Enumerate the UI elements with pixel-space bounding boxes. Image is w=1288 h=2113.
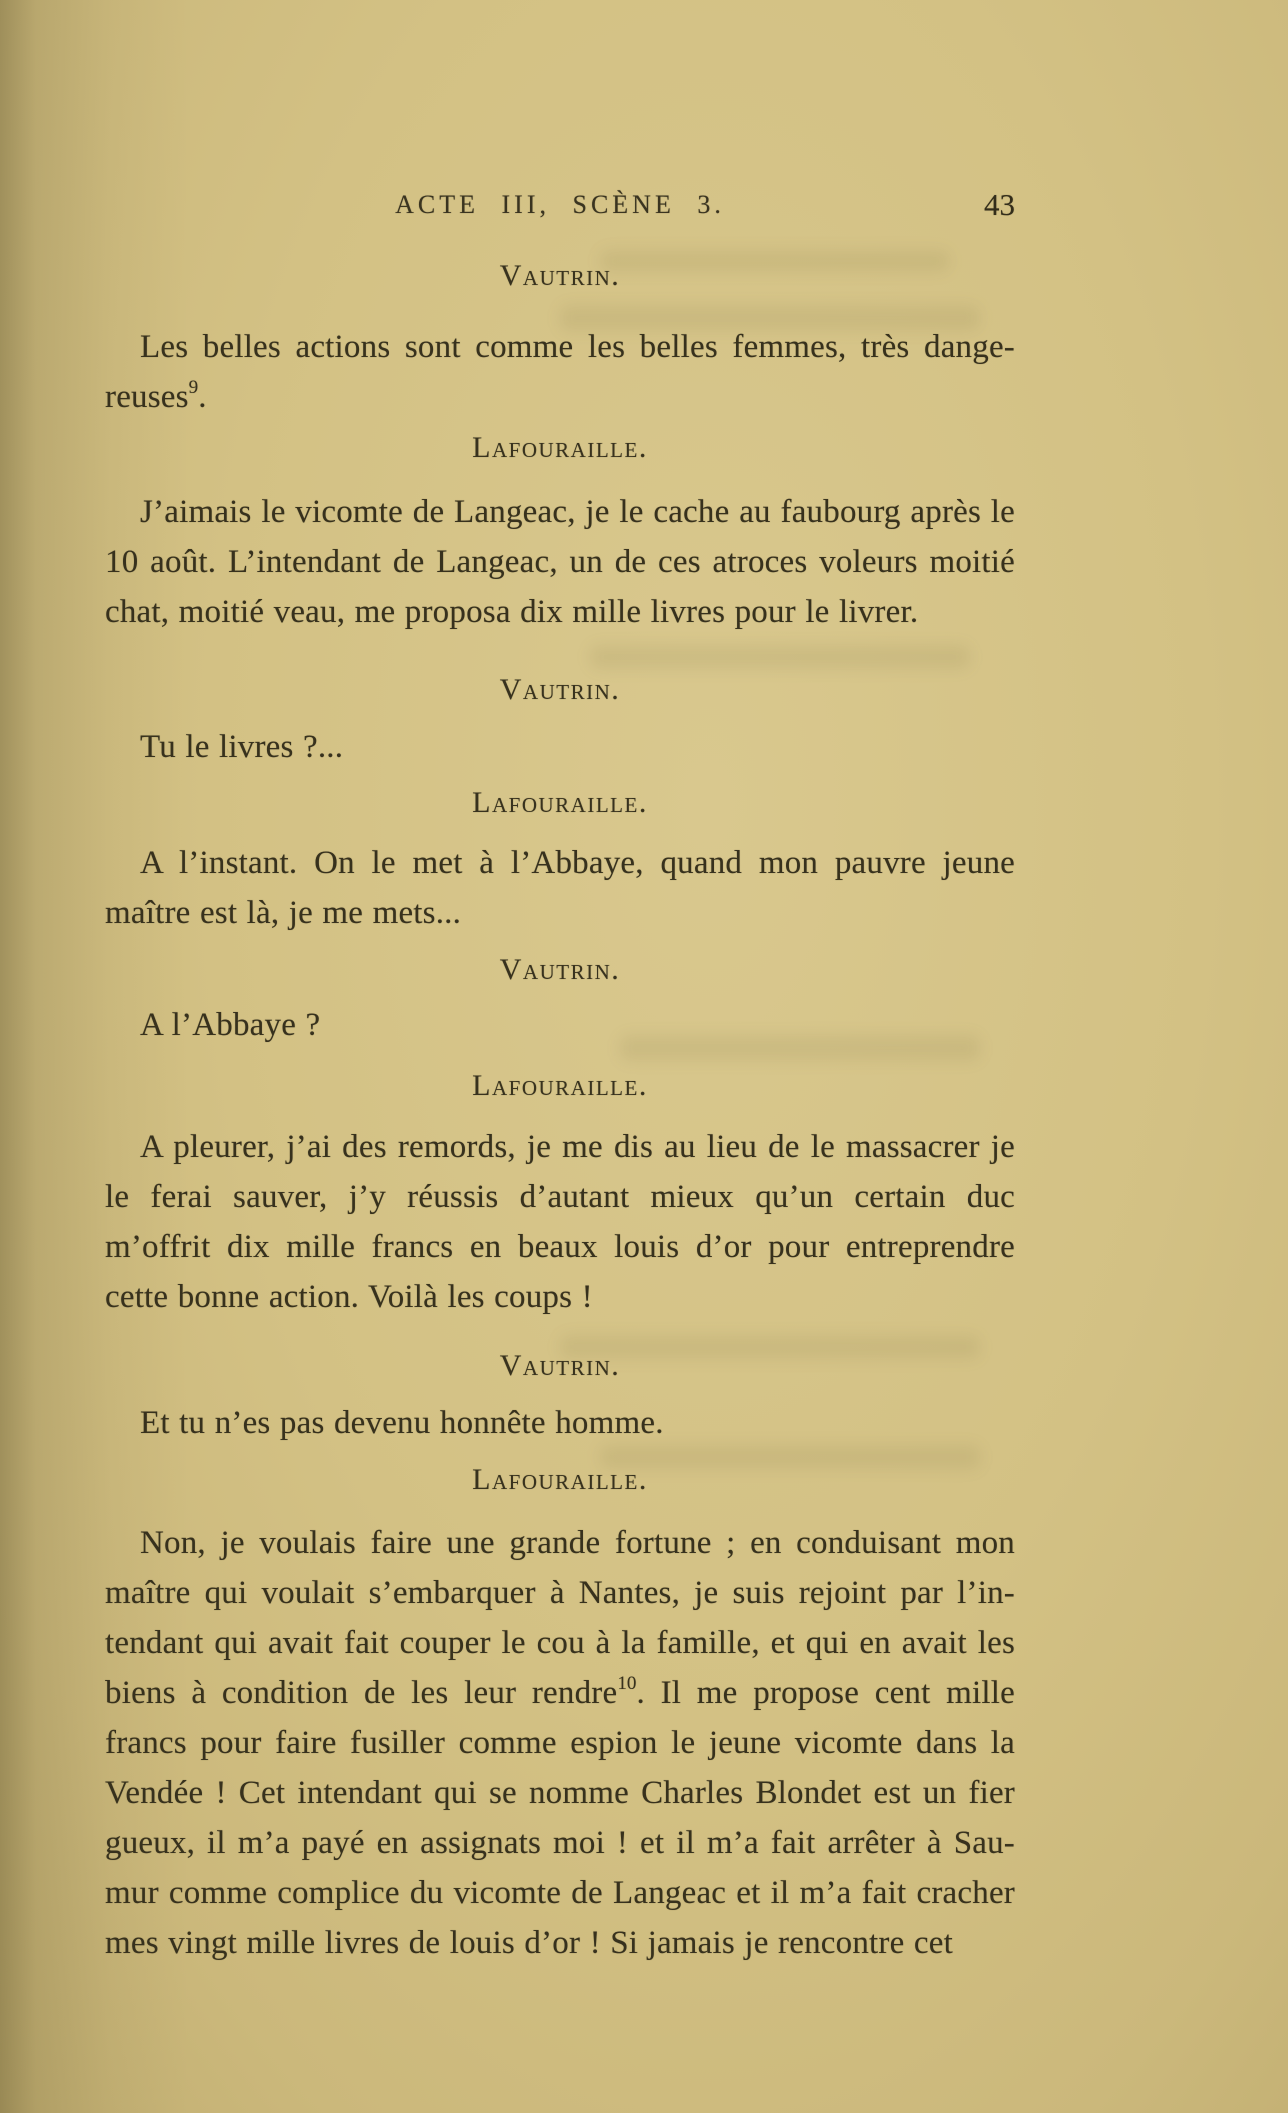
text-line: Vendée ! Cet intendant qui se nomme Charles Blondet est un fier [105, 1775, 1015, 1811]
text-line: le ferai sauver, j’y réussis d’autant mieux qu’un certain duc [105, 1179, 1015, 1215]
dialogue-line: Et tu n’es pas devenu honnête homme. [140, 1405, 664, 1441]
dialogue-paragraph [105, 487, 1015, 637]
speaker-name: Vautrin. [499, 673, 621, 706]
text-line: Les belles actions sont comme les belles femmes, très dange- [140, 329, 1015, 365]
show-through-smudge [590, 645, 970, 669]
text-segment: . Il me propose cent mille [636, 1675, 1015, 1711]
text-line: A pleurer, j’ai des remords, je me dis au lieu de le massacrer je [140, 1129, 1015, 1165]
text-line [105, 372, 1015, 422]
dialogue-paragraph [105, 1518, 1015, 1968]
dialogue-paragraph [105, 838, 1015, 938]
text-segment: . [198, 379, 207, 415]
dialogue-paragraph [105, 1122, 1015, 1322]
text-line: maître qui voulait s’embarquer à Nantes, je suis rejoint par l’in- [105, 1575, 1015, 1611]
text-line: Non, je voulais faire une grande fortune ; en conduisant mon [140, 1525, 1015, 1561]
text-segment: biens à condition de les leur rendre [105, 1675, 618, 1711]
running-head: ACTE III, SCÈNE 3. [395, 190, 725, 219]
footnote-reference: 9 [188, 377, 199, 398]
text-segment: reuses [105, 379, 189, 415]
text-line: J’aimais le vicomte de Langeac, je le cache au faubourg après le [140, 494, 1015, 530]
text-line: m’offrit dix mille francs en beaux louis d’or pour entreprendre [105, 1229, 1015, 1265]
page-header [105, 185, 1015, 225]
text-line: mes vingt mille livres de louis d’or ! Si jamais je rencontre cet [105, 1925, 953, 1961]
speaker-name: Lafouraille. [472, 1463, 648, 1496]
text-line: francs pour faire fusiller comme espion le jeune vicomte dans la [105, 1725, 1015, 1761]
speaker-name: Vautrin. [499, 1349, 621, 1382]
dialogue-line: A l’Abbaye ? [140, 1007, 321, 1043]
speaker-name: Vautrin. [499, 953, 621, 986]
footnote-reference: 10 [617, 1673, 637, 1694]
text-line: mur comme complice du vicomte de Langeac et il m’a fait cracher [105, 1875, 1015, 1911]
text-line [105, 1668, 1015, 1718]
text-line: maître est là, je me mets... [105, 895, 462, 931]
speaker-name: Lafouraille. [472, 786, 648, 819]
speaker-name: Lafouraille. [472, 431, 648, 464]
text-line: tendant qui avait fait couper le cou à la famille, et qui en avait les [105, 1625, 1015, 1661]
speaker-name: Vautrin. [499, 259, 621, 292]
text-line: cette bonne action. Voilà les coups ! [105, 1279, 593, 1315]
dialogue-paragraph [105, 322, 1015, 422]
text-line: A l’instant. On le met à l’Abbaye, quand mon pauvre jeune [140, 845, 1015, 881]
text-line: 10 août. L’intendant de Langeac, un de ces atroces voleurs moitié [105, 544, 1015, 580]
dialogue-line: Tu le livres ?... [140, 729, 344, 765]
text-line: chat, moitié veau, me proposa dix mille livres pour le livrer. [105, 594, 919, 630]
text-line: gueux, il m’a payé en assignats moi ! et il m’a fait arrêter à Sau- [105, 1825, 1015, 1861]
page-number: 43 [984, 187, 1015, 222]
speaker-name: Lafouraille. [472, 1069, 648, 1102]
